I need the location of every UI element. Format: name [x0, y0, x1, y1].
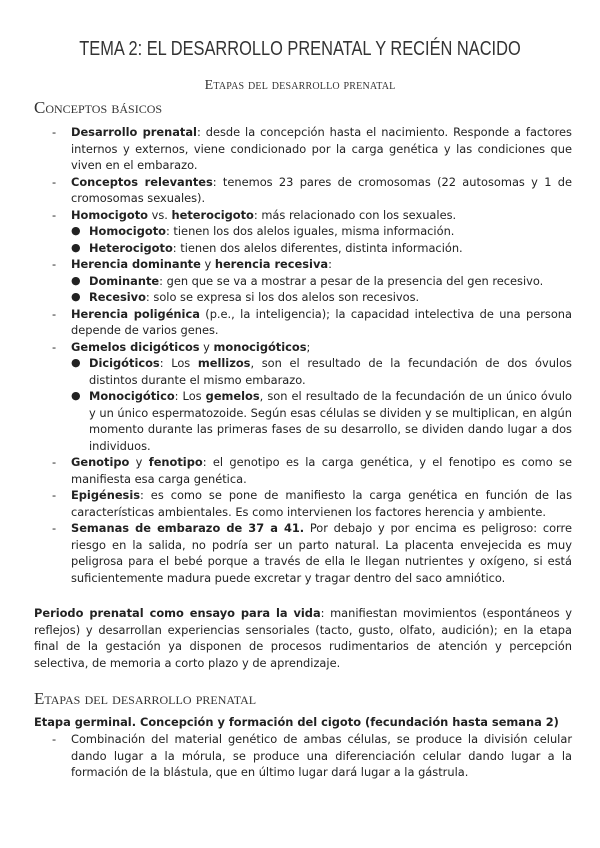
concepts-list [52, 124, 572, 586]
section-heading-etapas: Etapas del desarrollo prenatal [34, 689, 257, 708]
stage-heading-germinal: Etapa germinal. Concepción y formación del cigoto (fecundación hasta semana 2) [34, 715, 559, 729]
dash-marker: - [52, 125, 57, 139]
list-item: - Genotipo y fenotipo: el genotipo es la carga genética, y el fenotipo es como se manifiesta esa carga genética. [52, 455, 572, 486]
sub-list-item: ● Dominante: gen que se va a mostrar a pesar de la presencia del gen recesivo. [71, 273, 544, 288]
dash-marker: - [52, 306, 57, 321]
germinal-list [52, 731, 572, 781]
bullet-marker: ● [71, 389, 81, 402]
bullet-marker: ● [71, 240, 81, 254]
list-item: - Homocigoto vs. heterocigoto: más relacionado con los sexuales. [52, 207, 457, 222]
dash-marker: - [52, 455, 57, 469]
sub-list-item: ● Monocigótico: Los gemelos, son el resultado de la fecundación de un único óvulo y un único espermatozoide. Según esas células se dividen y se multiplican, en algún momento durante las primeras fases de su desarrollo, se dividen dando lugar a dos individuos. [71, 389, 572, 453]
list-item: - Semanas de embarazo de 37 a 41. Por debajo y por encima es peligroso: corre riesgo en la salida, no podría ser un parto natural. La placenta envejecida es muy peligrosa para el bebé porque a través de ella le llegan nutrientes y oxígeno, si está suficientemente madura puede excretar y tragar dentro del saco amniótico. [52, 521, 572, 585]
dash-marker: - [52, 257, 57, 271]
dash-marker: - [52, 732, 57, 746]
list-item: - Herencia poligénica (p.e., la inteligencia); la capacidad intelectiva de una persona depende de varios genes. [52, 306, 573, 337]
page-title: TEMA 2: EL DESARROLLO PRENATAL Y RECIÉN NACIDO [79, 38, 521, 60]
page-subtitle: Etapas del desarrollo prenatal [204, 78, 396, 93]
bullet-marker: ● [71, 273, 81, 287]
list-item: - Epigénesis: es como se pone de manifiesto la carga genética en función de las características ambientales. Es como intervienen los factores herencia y ambiente. [52, 488, 572, 519]
sub-list-item: ● Homocigoto: tienen los dos alelos iguales, misma información. [71, 224, 455, 238]
list-item: - Desarrollo prenatal: desde la concepción hasta el nacimiento. Responde a factores internos y externos, viene condicionado por la carga genética y las condiciones que viven en el embarazo. [52, 125, 572, 172]
dash-marker: - [52, 488, 57, 502]
dash-marker: - [52, 174, 57, 189]
list-item: - Combinación del material genético de ambas células, se produce la división celular dando lugar a la mórula, se produce una diferenciación celular dando lugar a la formación de la blástula, que en último lugar dará lugar a la gástrula. [52, 732, 572, 779]
bullet-marker: ● [71, 290, 81, 303]
list-item: - Gemelos dicigóticos y monocigóticos; [52, 339, 311, 354]
periodo-paragraph: Periodo prenatal como ensayo para la vida: manifiestan movimientos (espontáneos y reflejos) y desarrollan experiencias sensoriales (tacto, gusto, olfato, audición); en la etapa final de la gestación ya disponen de procesos rudimentarios de atención y percepción selectiva, de memoria a corto plazo y de aprendizaje. [34, 606, 573, 670]
list-item: - Herencia dominante y herencia recesiva: [52, 257, 332, 271]
sub-list-item: ● Recesivo: solo se expresa si los dos alelos son recesivos. [71, 290, 420, 304]
section-heading-conceptos: Conceptos básicos [34, 98, 163, 117]
bullet-marker: ● [71, 356, 81, 369]
dash-marker: - [52, 339, 57, 354]
list-item: - Conceptos relevantes: tenemos 23 pares de cromosomas (22 autosomas y 1 de cromosomas sexuales). [52, 174, 572, 205]
sub-list-item: ● Heterocigoto: tienen dos alelos diferentes, distinta información. [71, 240, 463, 255]
bullet-marker: ● [71, 224, 81, 237]
dash-marker: - [52, 521, 57, 535]
dash-marker: - [52, 207, 57, 222]
sub-list-item: ● Dicigóticos: Los mellizos, son el resultado de la fecundación de dos óvulos distintos durante el mismo embarazo. [71, 356, 572, 387]
